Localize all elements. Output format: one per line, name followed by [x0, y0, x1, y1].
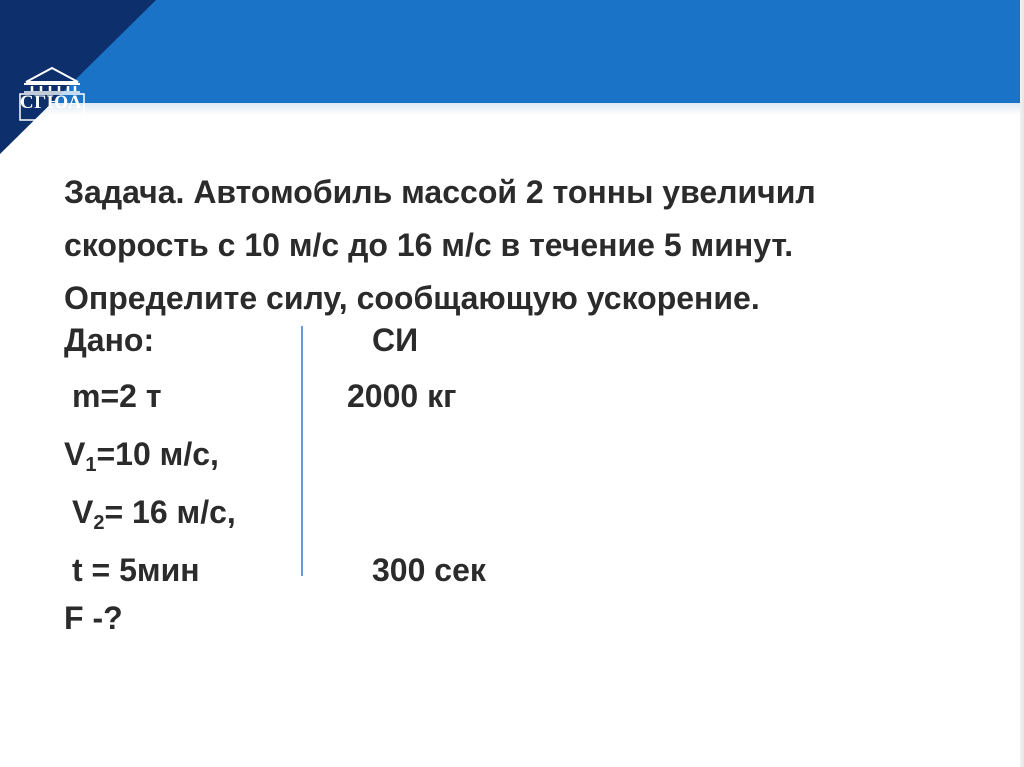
logo-text: СГЮА — [19, 92, 83, 113]
v1-symbol: V — [64, 436, 86, 472]
given-v1 — [64, 436, 219, 476]
given-mass: m=2 т — [72, 378, 162, 414]
v2-subscript: 2 — [93, 512, 105, 534]
si-mass: 2000 кг — [347, 378, 457, 414]
si-time: 300 сек — [372, 552, 486, 588]
column-divider — [301, 326, 303, 576]
given-v2 — [72, 494, 236, 534]
given-time: t = 5мин — [72, 552, 200, 588]
problem-line-3: Определите силу, сообщающую ускорение. — [64, 280, 760, 316]
v2-value: = 16 м/с, — [104, 494, 236, 530]
given-heading: Дано: — [64, 322, 155, 358]
problem-statement — [64, 166, 964, 325]
v2-symbol: V — [72, 494, 94, 530]
find-force: F -? — [64, 600, 123, 636]
problem-line-2: скорость с 10 м/с до 16 м/с в течение 5 минут. — [64, 227, 794, 263]
si-heading: СИ — [372, 322, 419, 358]
v1-subscript: 1 — [85, 454, 97, 476]
right-edge — [1020, 0, 1024, 767]
problem-line-1: Задача. Автомобиль массой 2 тонны увеличил — [64, 174, 816, 210]
v1-value: =10 м/с, — [96, 436, 219, 472]
